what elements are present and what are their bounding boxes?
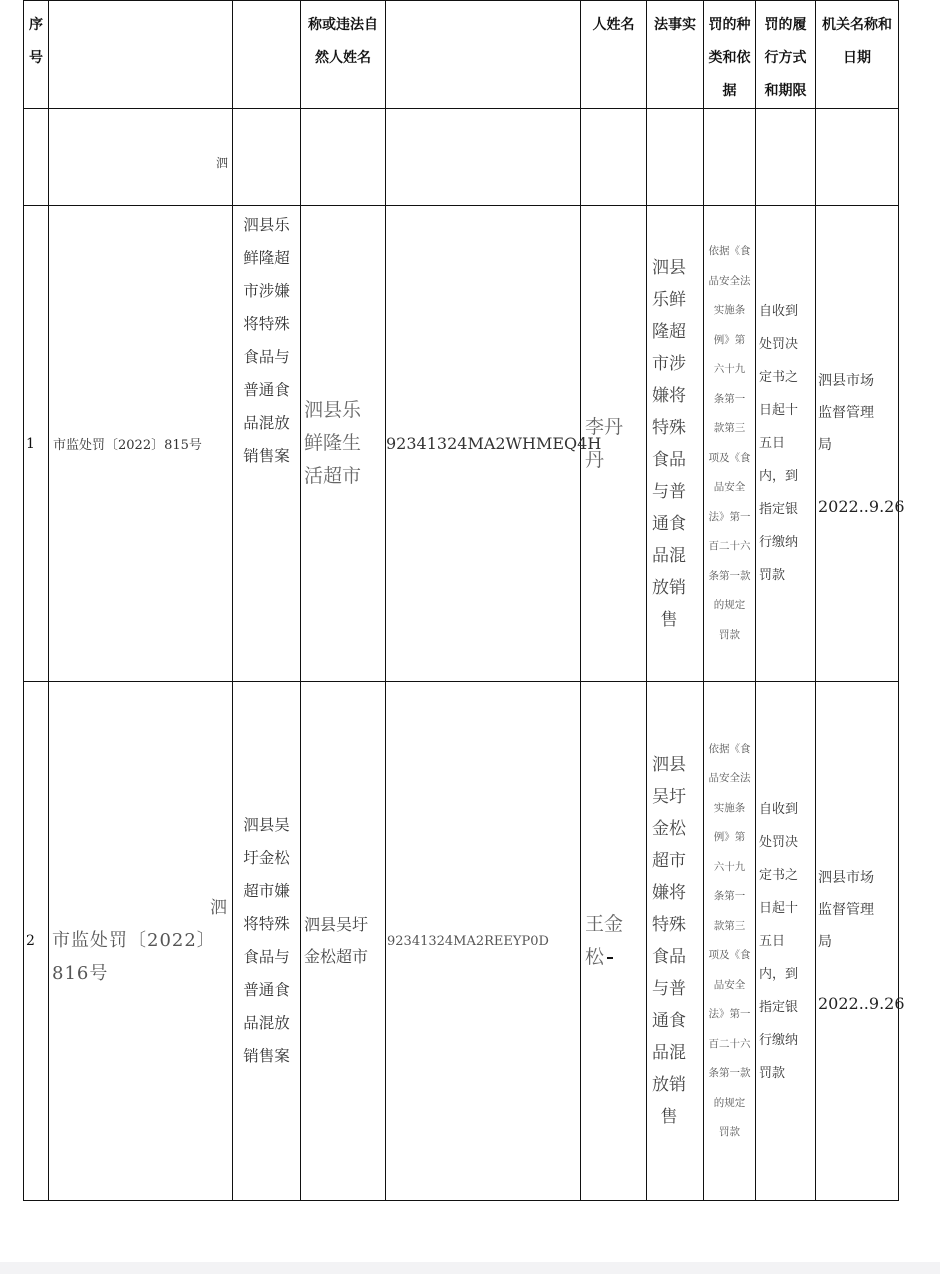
page-bottom-strip — [0, 1262, 940, 1274]
row-execution: 自收到 处罚决 定书之 日起十 五日 内，到 指定银 行缴纳 罚款 — [756, 682, 816, 1201]
header-docno — [49, 1, 233, 109]
header-execution: 罚的履 行方式 和期限 — [756, 1, 816, 109]
row-credit-code: 92341324MA2WHMEQ4H — [386, 206, 581, 682]
docno-main: 市监处罚〔2022〕 816号 — [52, 929, 216, 984]
row-docno — [49, 682, 233, 1201]
row-case-name: 泗县乐 鲜隆超 市涉嫌 将特殊 食品与 普通食 品混放 销售案 — [233, 206, 301, 682]
docno-prefix: 泗 — [215, 156, 228, 170]
blank-row — [24, 109, 899, 206]
row-org — [816, 206, 905, 682]
header-case — [233, 1, 301, 109]
row-party: 泗县乐 鲜隆生 活超市 — [301, 206, 386, 682]
row-penalty-basis: 依据《食 品安全法 实施条 例》第 六十九 条第一 款第三 项及《食 品安全 法》第一 百二十六 条第一款 的规定 罚款 — [704, 682, 756, 1201]
row-seq: 2 — [24, 682, 49, 1201]
header-facts: 法事实 — [647, 1, 704, 109]
header-person: 人姓名 — [581, 1, 647, 109]
org-name: 泗县市场 监督管理 局 — [818, 372, 874, 453]
row-person: 王金 松 — [581, 682, 647, 1201]
decision-date: 2022..9.26 — [818, 496, 905, 516]
header-penalty: 罚的种 类和依 据 — [704, 1, 756, 109]
underline-mark — [607, 957, 613, 959]
row-person: 李丹 丹 — [581, 206, 647, 682]
decision-date: 2022..9.26 — [818, 994, 905, 1013]
row-credit-code: 92341324MA2REEYP0D — [386, 682, 581, 1201]
header-code — [386, 1, 581, 109]
table-row — [24, 682, 899, 1201]
penalty-table — [23, 0, 905, 1201]
row-facts: 泗县 乐鲜 隆超 市涉 嫌将 特殊 食品 与普 通食 品混 放销 售 — [647, 206, 704, 682]
row-facts: 泗县 吴圩 金松 超市 嫌将 特殊 食品 与普 通食 品混 放销 售 — [647, 682, 704, 1201]
row-penalty-basis: 依据《食 品安全法 实施条 例》第 六十九 条第一 款第三 项及《食 品安全 法》第一 百二十六 条第一款 的规定 罚款 — [704, 206, 756, 682]
org-name: 泗县市场 监督管理 局 — [818, 870, 874, 950]
row-party: 泗县吴圩 金松超市 — [301, 682, 386, 1201]
row-case-name: 泗县吴 圩金松 超市嫌 将特殊 食品与 普通食 品混放 销售案 — [233, 682, 301, 1201]
table-row — [24, 206, 899, 682]
row-seq: 1 — [24, 206, 49, 682]
header-seq: 序 号 — [24, 1, 49, 109]
header-org: 机关名称和 日期 — [816, 1, 899, 109]
row-execution: 自收到 处罚决 定书之 日起十 五日 内，到 指定银 行缴纳 罚款 — [756, 206, 816, 682]
docno-main: 市监处罚〔2022〕815号 — [53, 438, 202, 453]
header-party: 称或违法自 然人姓名 — [301, 1, 386, 109]
docno-prefix: 泗 — [210, 897, 228, 918]
row-org — [816, 682, 905, 1201]
row-docno — [49, 156, 233, 682]
header-row — [24, 1, 899, 109]
